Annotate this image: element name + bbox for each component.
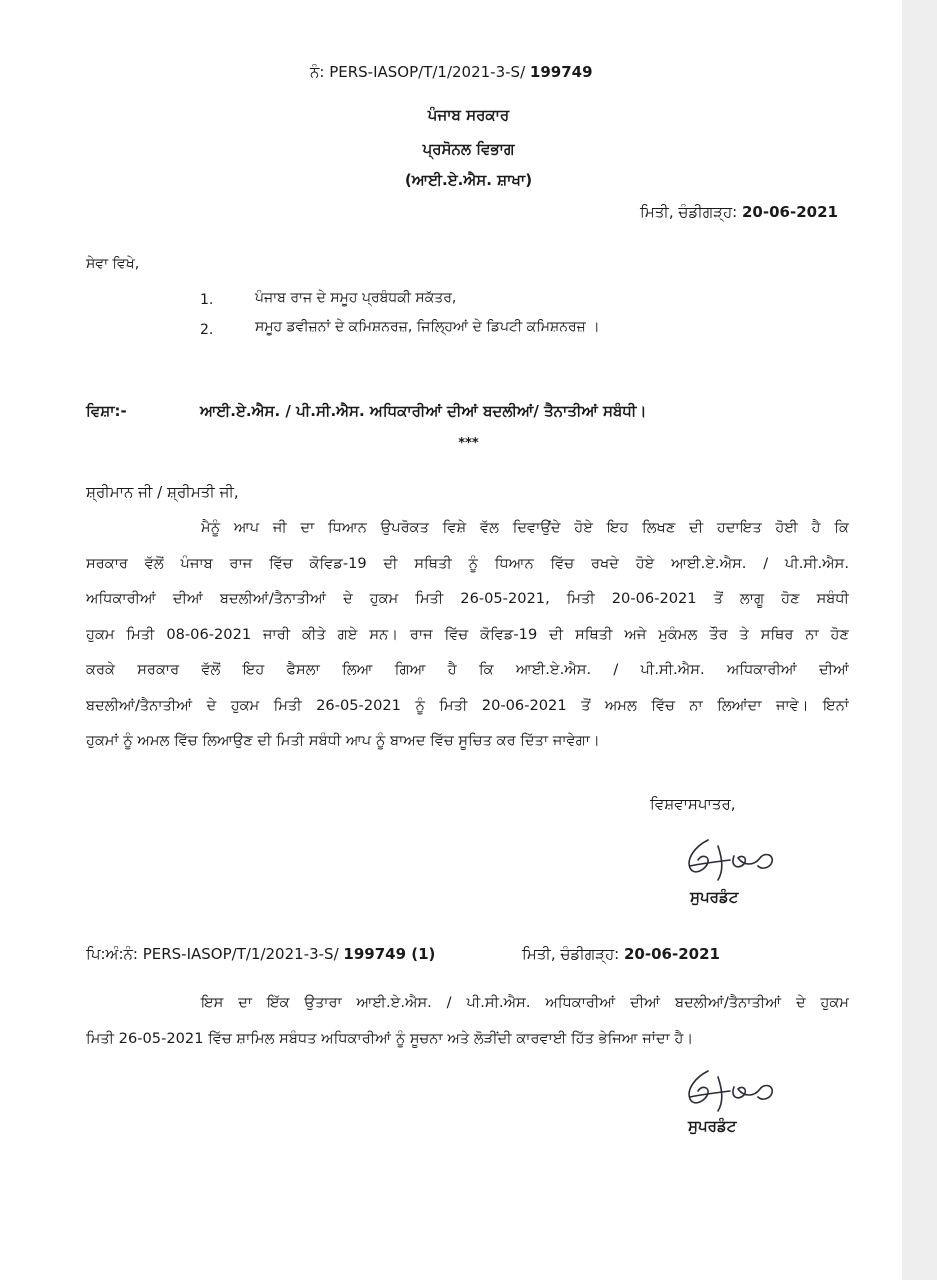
body-line: ਸਰਕਾਰ ਵੱਲੋਂ ਪੰਜਾਬ ਰਾਜ ਵਿੱਚ ਕੋਵਿਡ-19 ਦੀ ਸਥਿਤੀ ਨੂੰ ਧਿਆਨ ਵਿੱਚ ਰਖਦੇ ਹੋਏ ਆਈ.ਏ.ਐਸ. / ਪੀ.ਸੀ.ਐਸ. <box>86 554 849 572</box>
body-line: ਮੈਨੂੰ ਆਪ ਜੀ ਦਾ ਧਿਆਨ ਉਪਰੋਕਤ ਵਿਸ਼ੇ ਵੱਲ ਦਿਵਾਉਂਦੇ ਹੋਏ ਇਹ ਲਿਖਣ ਦੀ ਹਦਾਇਤ ਹੋਈ ਹੈ ਕਿ <box>201 519 849 536</box>
recipient-number: 2. <box>200 322 214 338</box>
closing-phrase: ਵਿਸ਼ਵਾਸਪਾਤਰ, <box>650 795 736 813</box>
body-line: ਹੁਕਮ ਮਿਤੀ 08-06-2021 ਜਾਰੀ ਕੀਤੇ ਗਏ ਸਨ। ਰਾਜ ਵਿੱਚ ਕੋਵਿਡ-19 ਦੀ ਸਥਿਤੀ ਅਜੇ ਮੁਕੰਮਲ ਤੌਰ ਤੇ ਸਥਿਰ ਨਾ ਹੋਣ <box>86 625 849 643</box>
section-separator: *** <box>458 436 479 451</box>
body-line: ਕਰਕੇ ਸਰਕਾਰ ਵੱਲੋਂ ਇਹ ਫੈਸਲਾ ਲਿਆ ਗਿਆ ਹੈ ਕਿ ਆਈ.ਏ.ਐਸ. / ਪੀ.ਸੀ.ਐਸ. ਅਧਿਕਾਰੀਆਂ ਦੀਆਂ <box>86 661 849 678</box>
government-heading: ਪੰਜਾਬ ਸਰਕਾਰ <box>427 106 510 124</box>
body-line: ਹੁਕਮਾਂ ਨੂੰ ਅਮਲ ਵਿੱਚ ਲਿਆਉਣ ਦੀ ਮਿਤੀ ਸਬੰਧੀ ਆਪ ਨੂੰ ਬਾਅਦ ਵਿੱਚ ਸੂਚਿਤ ਕਰ ਦਿੱਤਾ ਜਾਵੇਗਾ। <box>86 732 600 749</box>
page-edge <box>902 0 937 1280</box>
department-heading: ਪ੍ਰਸੋਨਲ ਵਿਭਾਗ <box>422 140 515 158</box>
recipient-item: ਸਮੂਹ ਡਵੀਜ਼ਨਾਂ ਦੇ ਕਮਿਸ਼ਨਰਜ਼, ਜਿਲ੍ਹਿਆਂ ਦੇ ਡਿਪਟੀ ਕਮਿਸ਼ਨਰਜ਼ । <box>255 319 600 335</box>
endorsement-body <box>86 985 849 1057</box>
branch-heading: (ਆਈ.ਏ.ਐਸ. ਸ਼ਾਖਾ) <box>404 171 533 189</box>
recipient-item: ਪੰਜਾਬ ਰਾਜ ਦੇ ਸਮੂਹ ਪ੍ਰਬੰਧਕੀ ਸਕੱਤਰ, <box>255 290 457 306</box>
signature-mark <box>678 836 788 891</box>
designation: ਸੁਪਰਡੰਟ <box>690 888 739 906</box>
letter-body <box>86 510 849 759</box>
endorsement-line: ਇਸ ਦਾ ਇੱਕ ਉਤਾਰਾ ਆਈ.ਏ.ਐਸ. / ਪੀ.ਸੀ.ਐਸ. ਅਧਿਕਾਰੀਆਂ ਦੀਆਂ ਬਦਲੀਆਂ/ਤੈਨਾਤੀਆਂ ਦੇ ਹੁਕਮ <box>201 994 849 1011</box>
reference-number-value: 199749 <box>529 63 593 81</box>
letter-date-value: 20-06-2021 <box>742 203 838 221</box>
salutation: ਸ਼੍ਰੀਮਾਨ ਜੀ / ਸ਼੍ਰੀਮਤੀ ਜੀ, <box>86 483 239 501</box>
endorsement-line: ਮਿਤੀ 26-05-2021 ਵਿੱਚ ਸ਼ਾਮਿਲ ਸਬੰਧਤ ਅਧਿਕਾਰੀਆਂ ਨੂੰ ਸੂਚਨਾ ਅਤੇ ਲੋੜੀਂਦੀ ਕਾਰਵਾਈ ਹਿੱਤ ਭੇਜਿਆ ਜਾਂਦਾ ਹੈ। <box>86 1030 694 1047</box>
subject-label: ਵਿਸ਼ਾ:- <box>86 402 127 420</box>
letter-date: ਮਿਤੀ, ਚੰਡੀਗੜ੍ਹ: 20-06-2021 <box>640 203 838 221</box>
body-line: ਬਦਲੀਆਂ/ਤੈਨਾਤੀਆਂ ਦੇ ਹੁਕਮ ਮਿਤੀ 26-05-2021 ਨੂੰ ਮਿਤੀ 20-06-2021 ਤੋਂ ਅਮਲ ਵਿੱਚ ਨਾ ਲਿਆਂਦਾ ਜਾਵੇ। ਇਨਾਂ <box>86 696 849 714</box>
designation: ਸੁਪਰਡੰਟ <box>688 1117 737 1135</box>
body-line: ਅਧਿਕਾਰੀਆਂ ਦੀਆਂ ਬਦਲੀਆਂ/ਤੈਨਾਤੀਆਂ ਦੇ ਹੁਕਮ ਮਿਤੀ 26-05-2021, ਮਿਤੀ 20-06-2021 ਤੋਂ ਲਾਗੂ ਹੋਣ ਸਬੰਧੀ <box>86 590 849 607</box>
endorsement-date: ਮਿਤੀ, ਚੰਡੀਗੜ੍ਹ: 20-06-2021 <box>522 945 720 963</box>
reference-number: ਨੰ: PERS-IASOP/T/1/2021-3-S/ 199749 <box>310 63 593 81</box>
subject-text: ਆਈ.ਏ.ਐਸ. / ਪੀ.ਸੀ.ਐਸ. ਅਧਿਕਾਰੀਆਂ ਦੀਆਂ ਬਦਲੀਆਂ/ ਤੈਨਾਤੀਆਂ ਸਬੰਧੀ। <box>200 402 647 420</box>
recipient-number: 1. <box>200 292 214 308</box>
endorsement-date-value: 20-06-2021 <box>624 945 720 963</box>
endorsement-reference: ਪਿ:ਅੰ:ਨੰ: PERS-IASOP/T/1/2021-3-S/ 199749 (1) <box>86 945 436 963</box>
endorsement-reference-value: 199749 (1) <box>343 945 436 963</box>
signature-mark <box>678 1067 788 1122</box>
addressee-intro: ਸੇਵਾ ਵਿਖੇ, <box>86 256 140 272</box>
